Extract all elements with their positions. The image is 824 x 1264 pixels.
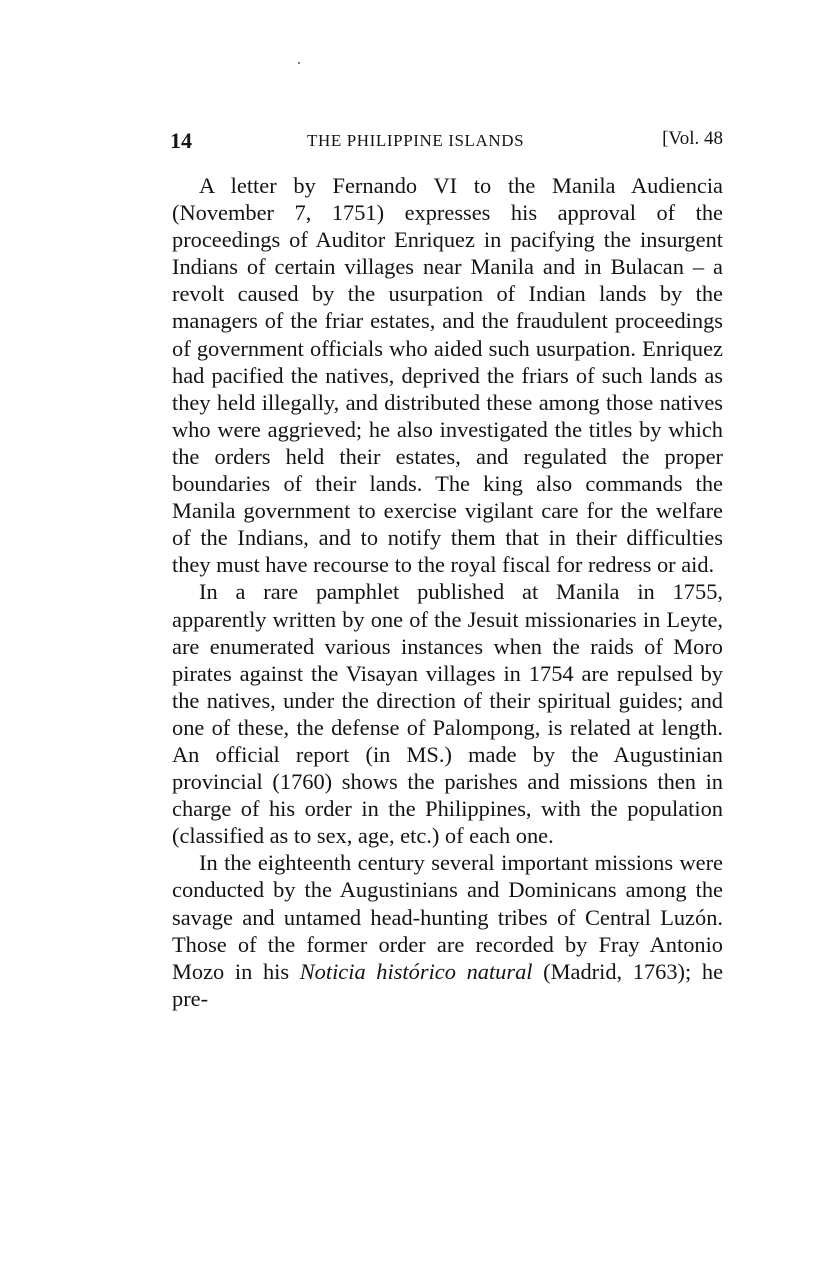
paragraph-luzon-missions-text: In the eighteenth century several important missions were conducted by the Augustinians and Dominicans among the savage and untamed head-hunting tribes of Central Luzón. Those of the former order are recorded by Fray Antonio Mozo in his	[172, 850, 723, 984]
book-title-italic: Noticia histórico natural	[299, 958, 533, 984]
running-head	[170, 128, 723, 158]
volume-label: [Vol. 48	[662, 128, 723, 149]
body-text	[172, 172, 723, 1012]
paragraph-luzon-missions	[172, 849, 723, 1012]
paragraph-audiencia-letter: A letter by Fernando VI to the Manila Audiencia (November 7, 1751) expresses his approval of the proceedings of Auditor Enriquez in pacifying the insurgent Indians of certain villages near Manila and in Bulacan – a revolt caused by the usurpation of Indian lands by the managers of the friar estates, and the fraudulent proceedings of government officials who aided such usurpation. Enriquez had pacified the natives, deprived the friars of such lands as they held illegally, and distributed these among those natives who were aggrieved; he also investigated the titles by which the orders held their estates, and regulated the proper boundaries of their lands. The king also commands the Manila government to exercise vigilant care for the welfare of the Indians, and to notify them that in their difficulties they must have recourse to the royal fiscal for redress or aid.	[172, 173, 723, 578]
paragraph-moro-pirates: In a rare pamphlet published at Manila in 1755, apparently written by one of the Jesuit missionaries in Leyte, are enumerated various instances when the raids of Moro pirates against the Visayan villages in 1754 are repulsed by the natives, under the direction of their spiritual guides; and one of these, the defense of Palompong, is related at length. An official report (in MS.) made by the Augustinian provincial (1760) shows the parishes and missions then in charge of his order in the Philippines, with the population (classified as to sex, age, etc.) of each one.	[172, 579, 723, 849]
book-title: THE PHILIPPINE ISLANDS	[307, 131, 525, 150]
page-number: 14	[170, 128, 192, 153]
print-speck	[298, 62, 300, 64]
paragraph-luzon-missions-continuation: (Madrid, 1763); he pre-	[172, 958, 724, 1011]
